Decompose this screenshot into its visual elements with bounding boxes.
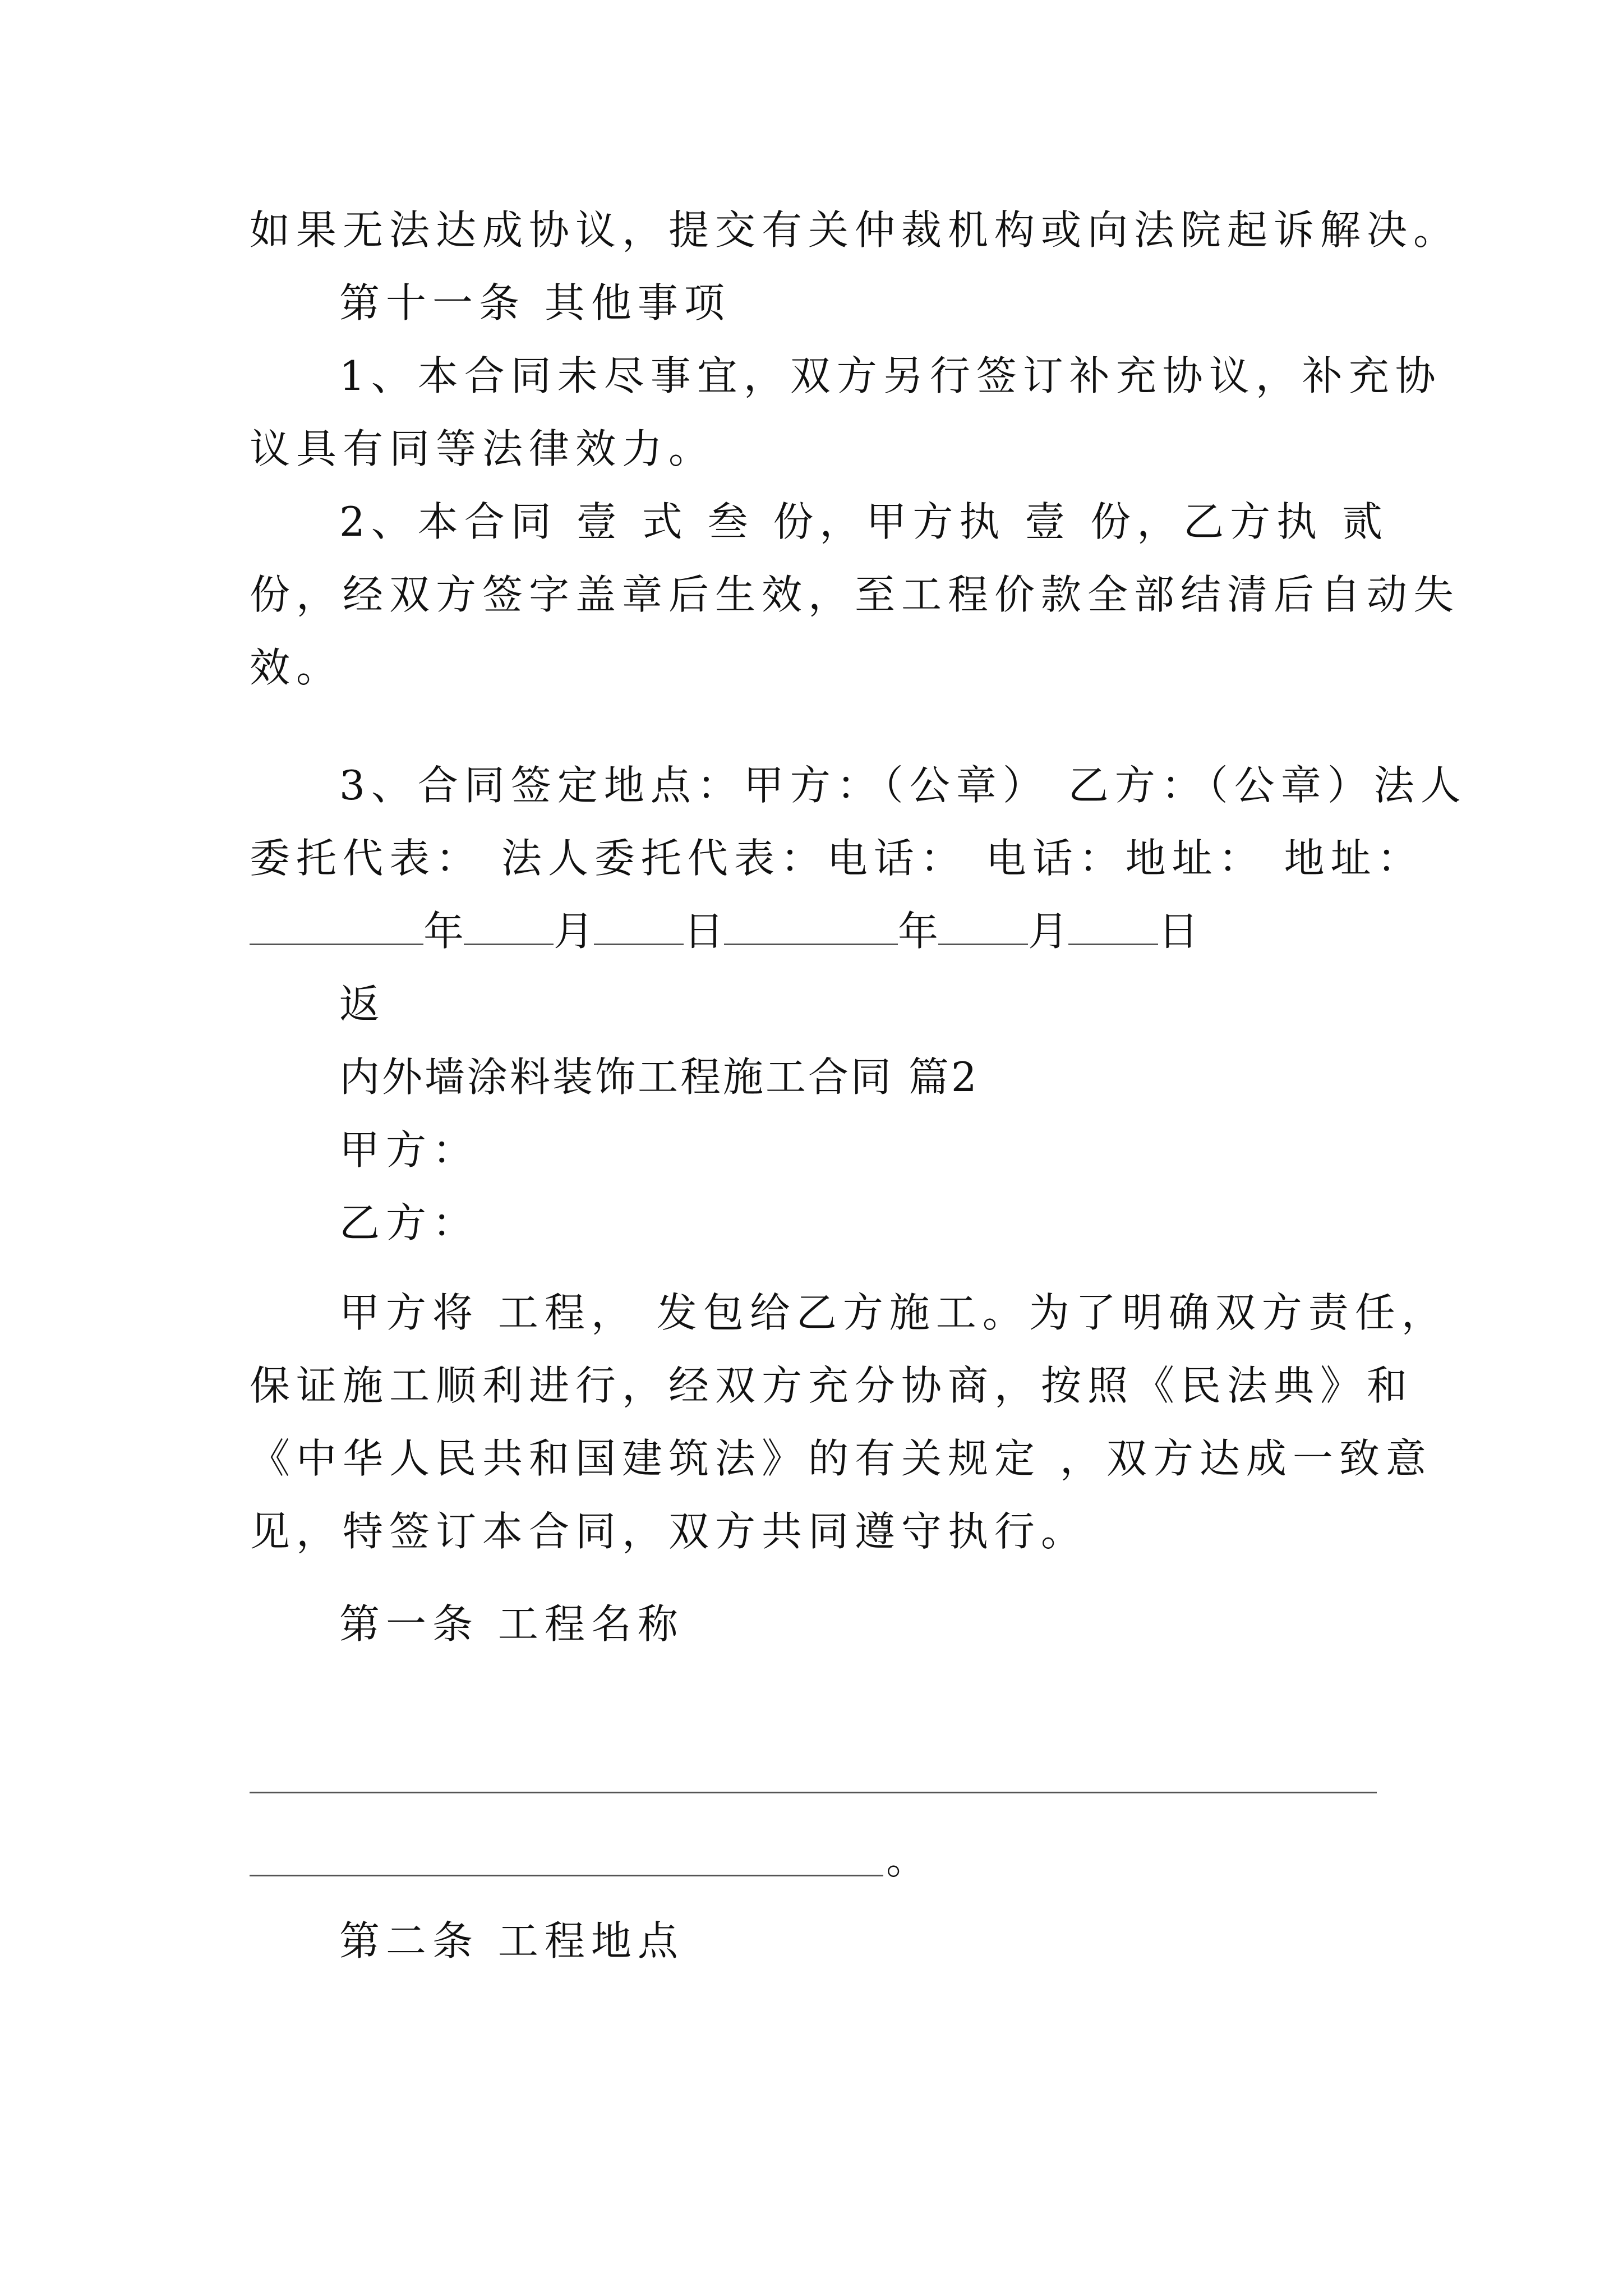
date-blank [1068,903,1158,945]
party-a-label: 甲方： [339,1126,479,1174]
date-month-label: 月 [554,908,594,955]
project-name-end-mark: 。 [886,1836,927,1883]
paragraph-line: 效。 [250,644,343,691]
return-link[interactable]: 返 [339,981,386,1028]
date-blank [938,903,1028,945]
signature-date-row [250,903,1198,959]
paragraph-line: 甲方将 工程， 发包给乙方施工。为了明确双方责任， [339,1289,1448,1336]
project-name-blank-line [250,1792,1377,1793]
paragraph-line: 《中华人民共和国建筑法》的有关规定 ，双方达成一致意 [250,1435,1432,1482]
date-year-label: 年 [898,908,939,955]
paragraph-line: 2、本合同 壹 式 叁 份，甲方执 壹 份，乙方执 贰 [339,498,1389,545]
paragraph-line: 3、合同签定地点：甲方：（公章） 乙方：（公章）法人 [339,762,1467,809]
paragraph-line: 委托代表： 法人委托代表：电话： 电话：地址： 地址： [250,835,1424,882]
date-year-label: 年 [423,908,464,955]
paragraph-line: 1、本合同未尽事宜，双方另行签订补充协议，补充协 [339,352,1442,399]
date-blank [594,903,684,945]
paragraph-line: 份，经双方签字盖章后生效，至工程价款全部结清后自动失 [250,571,1460,618]
date-blank [464,903,554,945]
project-name-blank-line [250,1875,883,1876]
paragraph-line: 如果无法达成协议，提交有关仲裁机构或向法院起诉解决。 [250,206,1460,254]
paragraph-line: 议具有同等法律效力。 [250,425,716,472]
party-b-label: 乙方： [339,1199,479,1246]
section-heading-project-name: 第一条 工程名称 [339,1600,684,1648]
date-blank [724,903,898,945]
date-day-label: 日 [684,908,725,955]
section-heading-other-matters: 第十一条 其他事项 [339,279,731,326]
date-month-label: 月 [1028,908,1069,955]
paragraph-line: 保证施工顺利进行，经双方充分协商，按照《民法典》和 [250,1362,1414,1409]
date-day-label: 日 [1158,908,1199,955]
article-title: 内外墙涂料装饰工程施工合同 篇2 [339,1053,979,1101]
paragraph-line: 见，特签订本合同，双方共同遵守执行。 [250,1508,1088,1555]
date-blank [250,903,423,945]
section-heading-project-location: 第二条 工程地点 [339,1917,684,1964]
